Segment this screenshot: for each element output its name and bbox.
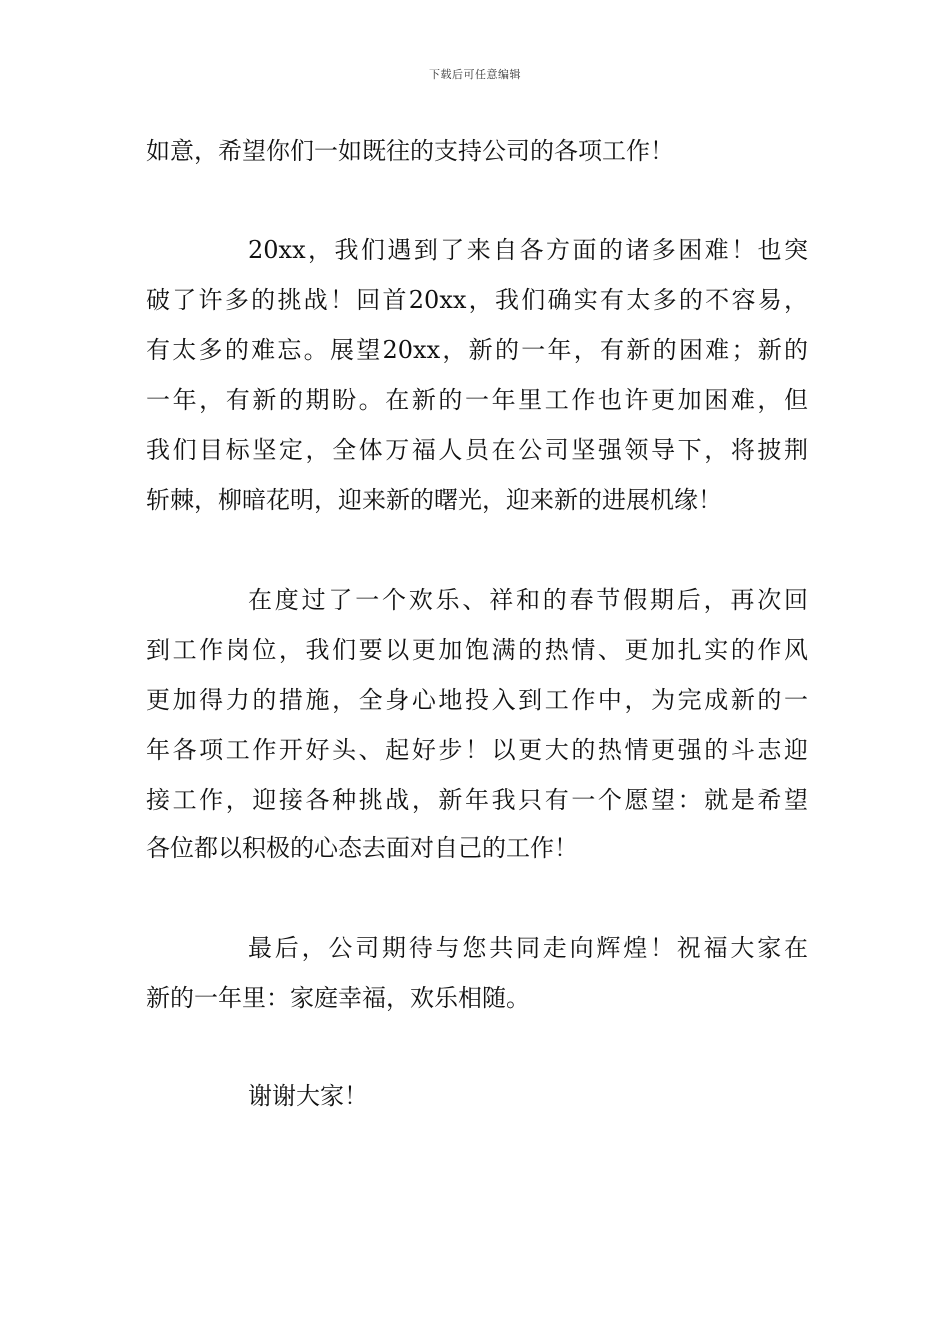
paragraph-3-line-5: 接工作，迎接各种挑战，新年我只有一个愿望：就是希望 [146, 786, 808, 814]
paragraph-3-line-2: 到工作岗位，我们要以更加饱满的热情、更加扎实的作风 [146, 636, 808, 664]
paragraph-2-line-2: 破了许多的挑战！回首20xx，我们确实有太多的不容易， [146, 286, 808, 314]
paragraph-3-line-3: 更加得力的措施，全身心地投入到工作中，为完成新的一 [146, 686, 808, 714]
paragraph-2-line-6: 斩棘，柳暗花明，迎来新的曙光，迎来新的进展机缘！ [146, 486, 722, 514]
paragraph-2-line-1: 20xx，我们遇到了来自各方面的诸多困难！也突 [248, 236, 808, 264]
closing-line-1: 如意，希望你们一如既往的支持公司的各项工作！ [146, 137, 674, 165]
paragraph-2-line-3: 有太多的难忘。展望20xx，新的一年，有新的困难；新的 [146, 336, 808, 364]
paragraph-3-line-1: 在度过了一个欢乐、祥和的春节假期后，再次回 [248, 586, 808, 614]
paragraph-3-line-4: 年各项工作开好头、起好步！以更大的热情更强的斗志迎 [146, 736, 808, 764]
thanks-line: 谢谢大家！ [248, 1082, 368, 1110]
paragraph-3-line-6: 各位都以积极的心态去面对自己的工作！ [146, 834, 578, 862]
paragraph-4-line-2: 新的一年里：家庭幸福，欢乐相随。 [146, 984, 530, 1012]
paragraph-2-line-4: 一年，有新的期盼。在新的一年里工作也许更加困难，但 [146, 386, 808, 414]
paragraph-2-line-5: 我们目标坚定，全体万福人员在公司坚强领导下，将披荆 [146, 436, 808, 464]
page-header: 下载后可任意编辑 [429, 68, 521, 81]
paragraph-4-line-1: 最后，公司期待与您共同走向辉煌！祝福大家在 [248, 934, 808, 962]
